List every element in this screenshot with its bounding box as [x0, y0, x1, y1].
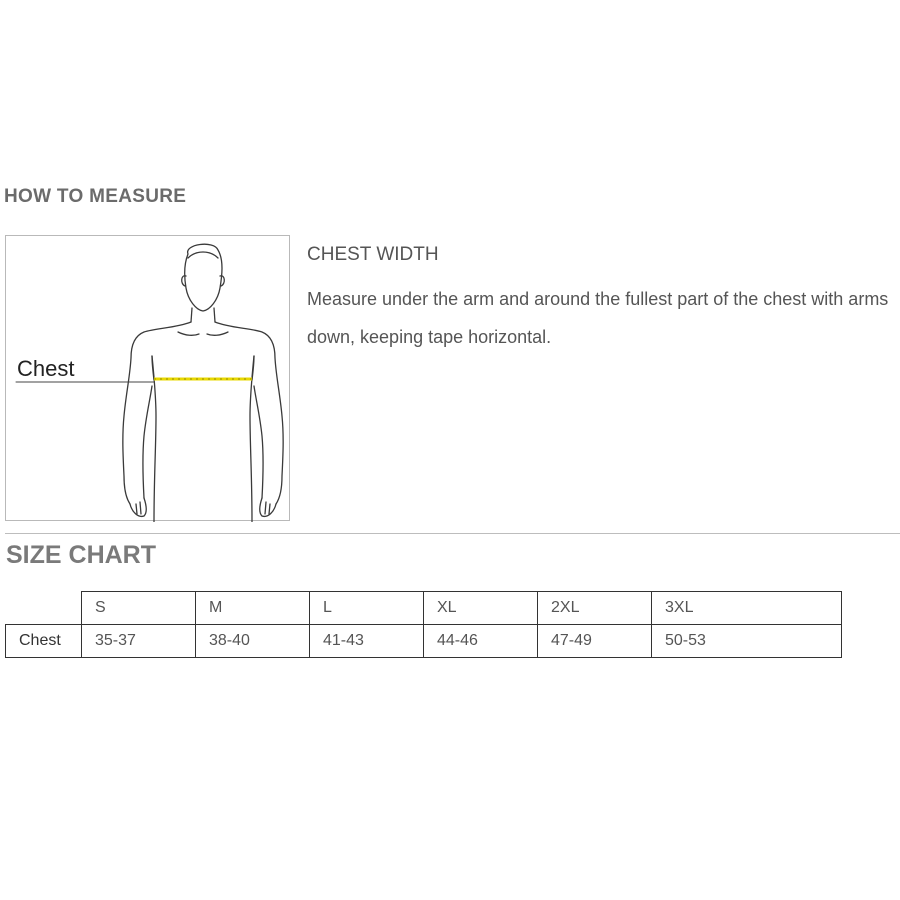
table-cell: 50-53 — [652, 625, 842, 658]
table-corner-cell — [6, 592, 82, 625]
size-header-cell: 3XL — [652, 592, 842, 625]
chest-label: Chest — [17, 356, 75, 381]
table-cell: 41-43 — [310, 625, 424, 658]
size-header-cell: XL — [424, 592, 538, 625]
table-header-row — [6, 592, 842, 625]
measurement-figure — [5, 235, 290, 521]
table-cell: 38-40 — [196, 625, 310, 658]
table-cell: 47-49 — [538, 625, 652, 658]
size-header-cell: L — [310, 592, 424, 625]
chest-width-description: Measure under the arm and around the fullest part of the chest with arms down, keeping tape horizontal. — [307, 289, 889, 347]
how-to-measure-title: HOW TO MEASURE — [4, 186, 187, 207]
table-row — [6, 625, 842, 658]
size-chart-table — [5, 591, 842, 658]
table-cell: 35-37 — [82, 625, 196, 658]
table-cell: 44-46 — [424, 625, 538, 658]
chest-width-heading: CHEST WIDTH — [307, 244, 439, 265]
size-chart-title: SIZE CHART — [6, 541, 156, 569]
row-label-cell: Chest — [6, 625, 82, 658]
size-header-cell: S — [82, 592, 196, 625]
section-divider — [5, 533, 900, 534]
size-header-cell: M — [196, 592, 310, 625]
size-header-cell: 2XL — [538, 592, 652, 625]
